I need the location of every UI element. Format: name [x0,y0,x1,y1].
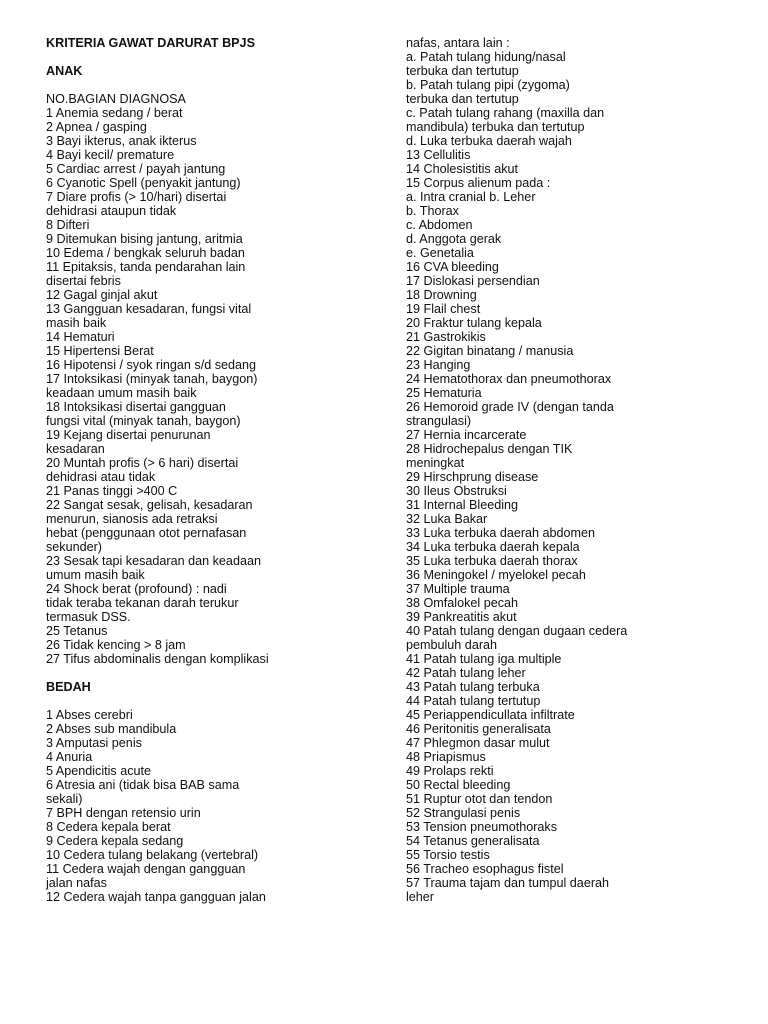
document-line: 56 Tracheo esophagus fistel [406,862,564,876]
document-line: 57 Trauma tajam dan tumpul daerah [406,876,610,890]
document-line: 47 Phlegmon dasar mulut [406,736,550,750]
document-line: 25 Tetanus [46,624,108,638]
document-line: a. Patah tulang hidung/nasal [406,50,566,64]
document-line: 33 Luka terbuka daerah abdomen [406,526,596,540]
document-line: d. Anggota gerak [406,232,502,246]
document-line: 6 Atresia ani (tidak bisa BAB sama [46,778,240,792]
document-line: 22 Gigitan binatang / manusia [406,344,574,358]
document-line: dehidrasi ataupun tidak [46,204,177,218]
document-line: sekali) [46,792,83,806]
document-line: 43 Patah tulang terbuka [406,680,540,694]
document-line: 42 Patah tulang leher [406,666,526,680]
document-line: 8 Difteri [46,218,90,232]
document-line: leher [406,890,435,904]
document-line: terbuka dan tertutup [406,64,519,78]
section-heading: BEDAH [46,680,91,694]
section-heading: KRITERIA GAWAT DARURAT BPJS [46,36,255,50]
document-line: 28 Hidrochepalus dengan TIK [406,442,573,456]
document-line: 27 Hernia incarcerate [406,428,527,442]
document-line: 10 Edema / bengkak seluruh badan [46,246,245,260]
document-line: 18 Drowning [406,288,477,302]
left-column [46,36,366,904]
document-line: 45 Periappendicullata infiltrate [406,708,575,722]
document-line: 38 Omfalokel pecah [406,596,519,610]
document-line: 14 Cholesistitis akut [406,162,518,176]
document-line: pembuluh darah [406,638,498,652]
document-line: 32 Luka Bakar [406,512,488,526]
document-line: 55 Torsio testis [406,848,490,862]
document-line: 27 Tifus abdominalis dengan komplikasi [46,652,269,666]
document-line: 37 Multiple trauma [406,582,510,596]
document-line: 7 BPH dengan retensio urin [46,806,201,820]
document-line: 4 Bayi kecil/ premature [46,148,175,162]
document-line: b. Thorax [406,204,459,218]
document-line: 40 Patah tulang dengan dugaan cedera [406,624,628,638]
document-line: 11 Epitaksis, tanda pendarahan lain [46,260,246,274]
document-line: mandibula) terbuka dan tertutup [406,120,585,134]
document-line: 22 Sangat sesak, gelisah, kesadaran [46,498,253,512]
document-line: 21 Panas tinggi >400 C [46,484,178,498]
spacer [46,666,366,680]
document-line: menurun, sianosis ada retraksi [46,512,218,526]
document-line: 10 Cedera tulang belakang (vertebral) [46,848,259,862]
document-line: termasuk DSS. [46,610,131,624]
section-heading: ANAK [46,64,83,78]
document-line: kesadaran [46,442,105,456]
document-line: 21 Gastrokikis [406,330,486,344]
document-line: 12 Gagal ginjal akut [46,288,158,302]
document-line: 29 Hirschprung disease [406,470,539,484]
document-line: 9 Cedera kepala sedang [46,834,184,848]
document-line: 52 Strangulasi penis [406,806,521,820]
document-line: 8 Cedera kepala berat [46,820,171,834]
document-line: 5 Cardiac arrest / payah jantung [46,162,226,176]
document-line: 14 Hematuri [46,330,115,344]
document-line: 25 Hematuria [406,386,482,400]
document-line: 49 Prolaps rekti [406,764,494,778]
document-line: c. Patah tulang rahang (maxilla dan [406,106,605,120]
document-line: 26 Tidak kencing > 8 jam [46,638,186,652]
document-line: 26 Hemoroid grade IV (dengan tanda [406,400,614,414]
document-line: NO.BAGIAN DIAGNOSA [46,92,186,106]
document-line: 9 Ditemukan bising jantung, aritmia [46,232,243,246]
document-line: 18 Intoksikasi disertai gangguan [46,400,226,414]
document-line: keadaan umum masih baik [46,386,197,400]
spacer [46,694,366,708]
document-line: 24 Hematothorax dan pneumothorax [406,372,612,386]
document-line: 17 Intoksikasi (minyak tanah, baygon) [46,372,258,386]
document-line: d. Luka terbuka daerah wajah [406,134,572,148]
document-line: 50 Rectal bleeding [406,778,511,792]
document-line: 19 Flail chest [406,302,481,316]
document-line: 13 Cellulitis [406,148,471,162]
document-line: 5 Apendicitis acute [46,764,152,778]
document-line: hebat (penggunaan otot pernafasan [46,526,247,540]
document-line: 16 Hipotensi / syok ringan s/d sedang [46,358,257,372]
document-line: 46 Peritonitis generalisata [406,722,551,736]
document-line: 23 Hanging [406,358,471,372]
document-line: 30 Ileus Obstruksi [406,484,507,498]
document-line: 53 Tension pneumothoraks [406,820,557,834]
document-line: 3 Amputasi penis [46,736,142,750]
document-line: 15 Hipertensi Berat [46,344,154,358]
document-line: 35 Luka terbuka daerah thorax [406,554,578,568]
document-line: 23 Sesak tapi kesadaran dan keadaan [46,554,261,568]
document-line: disertai febris [46,274,121,288]
document-line: umum masih baik [46,568,145,582]
document-line: 44 Patah tulang tertutup [406,694,541,708]
document-line: 1 Abses cerebri [46,708,133,722]
document-line: 12 Cedera wajah tanpa gangguan jalan [46,890,266,904]
document-line: 54 Tetanus generalisata [406,834,540,848]
document-line: strangulasi) [406,414,472,428]
document-line: 51 Ruptur otot dan tendon [406,792,553,806]
document-line: 17 Dislokasi persendian [406,274,540,288]
document-line: tidak teraba tekanan darah terukur [46,596,239,610]
document-line: 20 Fraktur tulang kepala [406,316,542,330]
document-line: 16 CVA bleeding [406,260,499,274]
document-line: 31 Internal Bleeding [406,498,519,512]
document-line: meningkat [406,456,465,470]
document-line: 36 Meningokel / myelokel pecah [406,568,586,582]
document-line: 34 Luka terbuka daerah kepala [406,540,580,554]
document-line: 20 Muntah profis (> 6 hari) disertai [46,456,239,470]
document-line: 7 Diare profis (> 10/hari) disertai [46,190,227,204]
document-line: fungsi vital (minyak tanah, baygon) [46,414,241,428]
document-line: jalan nafas [46,876,107,890]
document-line: e. Genetalia [406,246,474,260]
document-line: 11 Cedera wajah dengan gangguan [46,862,246,876]
spacer [46,50,366,64]
document-line: 24 Shock berat (profound) : nadi [46,582,227,596]
document-line: 15 Corpus alienum pada : [406,176,551,190]
spacer [46,78,366,92]
document-line: c. Abdomen [406,218,473,232]
document-line: nafas, antara lain : [406,36,510,50]
document-line: 39 Pankreatitis akut [406,610,517,624]
document-line: 3 Bayi ikterus, anak ikterus [46,134,197,148]
document-line: a. Intra cranial b. Leher [406,190,536,204]
document-line: dehidrasi atau tidak [46,470,156,484]
right-column [406,36,736,904]
document-line: 19 Kejang disertai penurunan [46,428,211,442]
document-line: terbuka dan tertutup [406,92,519,106]
document-line: 48 Priapismus [406,750,486,764]
document-line: 2 Abses sub mandibula [46,722,177,736]
document-line: sekunder) [46,540,103,554]
document-line: masih baik [46,316,107,330]
document-line: b. Patah tulang pipi (zygoma) [406,78,570,92]
document-line: 41 Patah tulang iga multiple [406,652,562,666]
document-line: 4 Anuria [46,750,93,764]
document-line: 2 Apnea / gasping [46,120,147,134]
document-line: 13 Gangguan kesadaran, fungsi vital [46,302,252,316]
document-line: 6 Cyanotic Spell (penyakit jantung) [46,176,241,190]
document-line: 1 Anemia sedang / berat [46,106,183,120]
